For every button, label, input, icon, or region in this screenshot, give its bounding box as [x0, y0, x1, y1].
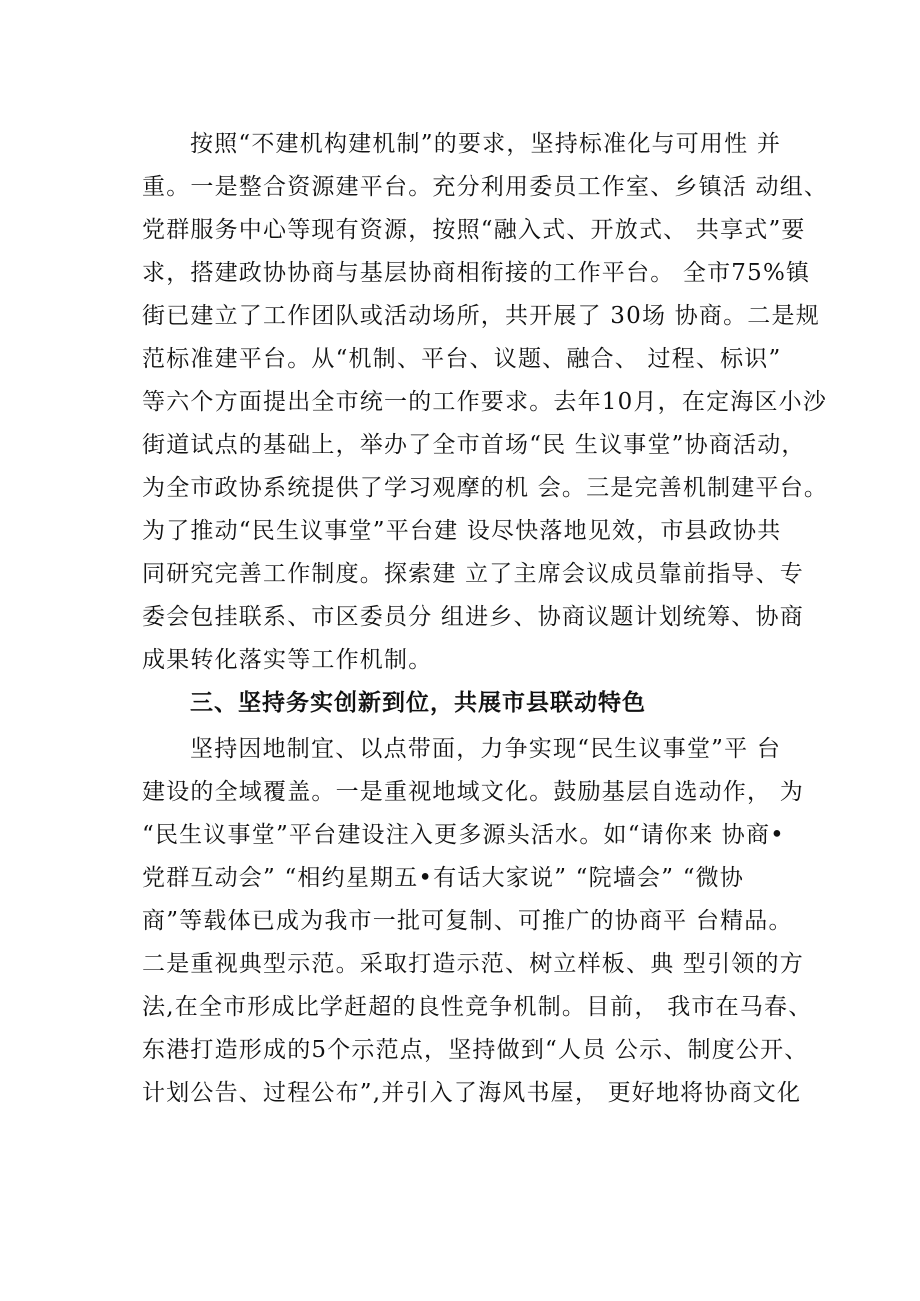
paragraph-1-line-5: 街已建立了工作团队或活动场所，共开展了 30场 协商。二是规 [142, 303, 820, 329]
paragraph-1-line-9: 为全市政协系统提供了学习观摩的机 会。三是完善机制建平台。 [142, 475, 829, 501]
paragraph-1-line-1: 按照“不建机构建机制”的要求，坚持标准化与可用性 并 [190, 131, 782, 157]
paragraph-1-line-4: 求，搭建政协协商与基层协商相衔接的工作平台。 全市75%镇 [142, 260, 811, 286]
paragraph-2-line-6: 二是重视典型示范。采取打造示范、树立样板、典 型引领的方 [142, 951, 804, 977]
paragraph-1-line-8: 街道试点的基础上，举办了全市首场“民 生议事堂”协商活动， [142, 432, 806, 458]
paragraph-2-line-3: “民生议事堂”平台建设注入更多源头活水。如“请你来 协商• [142, 822, 785, 848]
paragraph-2-line-7: 法,在全市形成比学赶超的良性竞争机制。目前， 我市在马春、 [142, 994, 813, 1020]
paragraph-2-line-1: 坚持因地制宜、以点带面，力争实现“民生议事堂”平 台 [190, 736, 782, 762]
paragraph-2-line-4: 党群互动会” “相约星期五•有话大家说” “院墙会” “微协 [142, 865, 745, 891]
paragraph-1-line-2: 重。一是整合资源建平台。充分利用委员工作室、乡镇活 动组、 [142, 174, 829, 200]
paragraph-1-line-10: 为了推动“民生议事堂”平台建 设尽快落地见效，市县政协共 [142, 518, 782, 544]
paragraph-1-line-3: 党群服务中心等现有资源，按照“融入式、开放式、 共享式”要 [142, 217, 806, 243]
paragraph-1-line-13: 成果转化落实等工作机制。 [142, 647, 433, 673]
section-heading: 三、坚持务实创新到位，共展市县联动特色 [190, 690, 646, 716]
paragraph-1-line-11: 同研究完善工作制度。探索建 立了主席会议成员靠前指导、专 [142, 561, 804, 587]
paragraph-2-line-2: 建设的全域覆盖。一是重视地域文化。鼓励基层自选动作， 为 [142, 779, 804, 805]
paragraph-2-line-5: 商”等载体已成为我市一批可复制、可推广的协商平 台精品。 [142, 908, 793, 934]
paragraph-2-line-8: 东港打造形成的5个示范点，坚持做到“人员 公示、制度公开、 [142, 1037, 809, 1063]
paragraph-2-line-9: 计划公告、过程公布”,并引入了海风书屋， 更好地将协商文化 [142, 1080, 802, 1106]
paragraph-1-line-12: 委会包挂联系、市区委员分 组进乡、协商议题计划统筹、协商 [142, 604, 804, 630]
paragraph-1-line-7: 等六个方面提出全市统一的工作要求。去年10月，在定海区小沙 [142, 389, 828, 415]
paragraph-1-line-6: 范标准建平台。从“机制、平台、议题、融合、 过程、标识” [142, 346, 782, 372]
